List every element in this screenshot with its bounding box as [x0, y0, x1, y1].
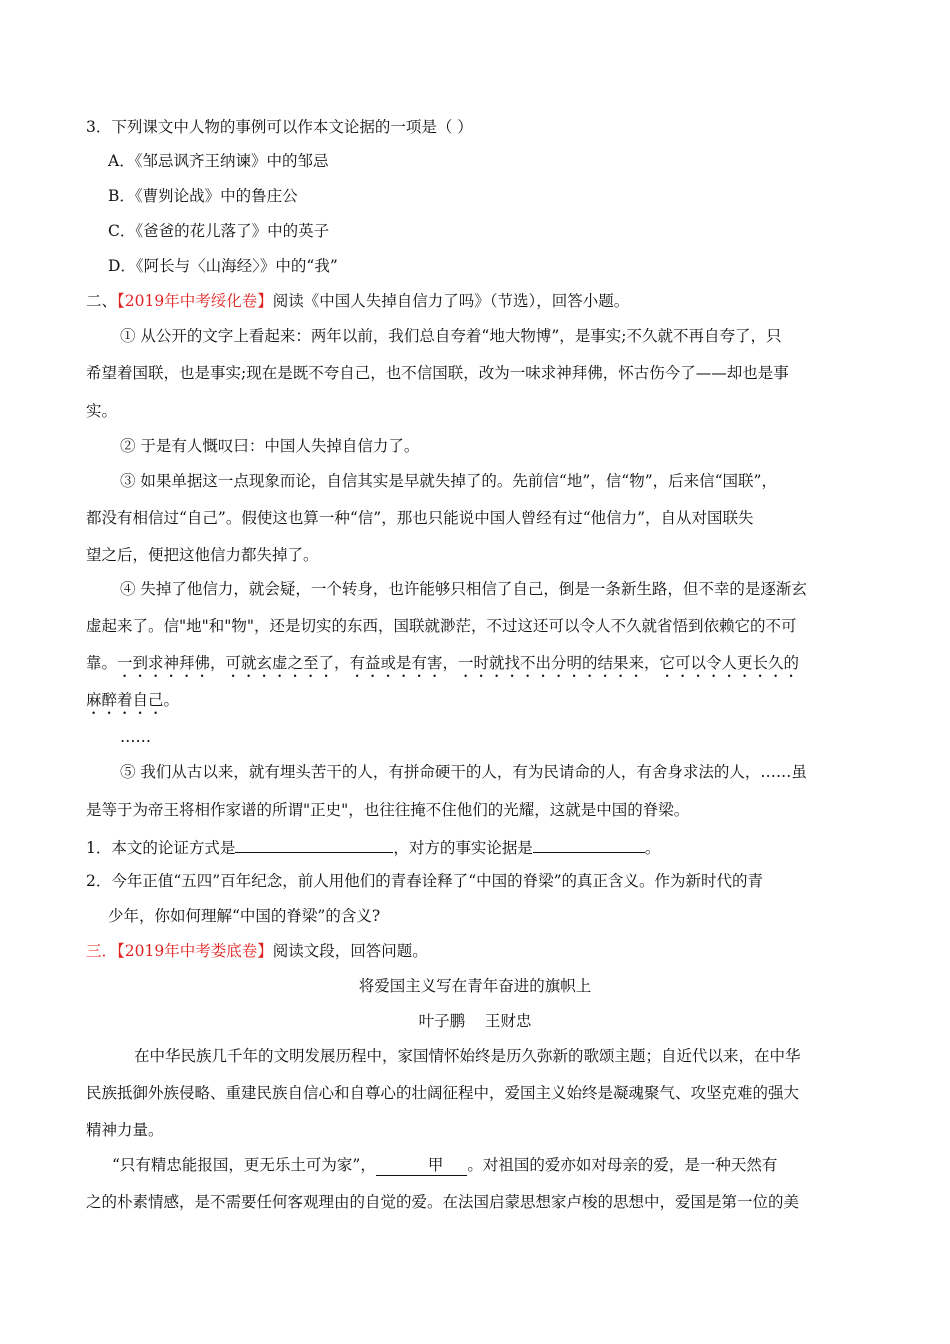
s3-para-2-rest: 。对祖国的爱亦如对母亲的爱，是一种天然有 — [467, 1156, 778, 1174]
article-authors: 叶子鹏 王财忠 — [418, 1012, 532, 1030]
section-3-heading — [86, 941, 866, 961]
section-3-source-tag: 【2019年中考娄底卷】 — [117, 942, 273, 960]
s3-para-1-line-1: 在中华民族几千年的文明发展历程中，家国情怀始终是历久弥新的歌颂主题；自近代以来，在中华 — [134, 1047, 801, 1065]
para-1-line-2: 希望着国联，也是事实;现在是既不夸自己，也不信国联，改为一味求神拜佛，怀古伤今了——却也是事 — [86, 364, 789, 382]
para-4-line-2: 虚起来了。信"地"和"物"，还是切实的东西，国联就渺茫，不过这还可以令人不久就省悟到依赖它的不可 — [86, 617, 797, 635]
s3-para-2-line-1 — [112, 1155, 892, 1176]
section-2-source-tag: 【2019年中考绥化卷】 — [117, 292, 273, 310]
emphasized-sentence-end: 麻醉着自己。 — [86, 691, 180, 709]
question-1-part-c: 。 — [644, 839, 661, 857]
s3-para-1-line-3: 精神力量。 — [86, 1121, 164, 1139]
para-4-line-3-start: 靠。 — [86, 654, 118, 672]
answer-blank-1[interactable] — [235, 836, 393, 853]
para-1-line-1: ① 从公开的文字上看起来：两年以前，我们总自夸着“地大物博”，是事实;不久就不再自夸了，只 — [120, 327, 782, 345]
para-4-line-4 — [86, 690, 866, 718]
s3-para-2-line-2: 之的朴素情感，是不需要任何客观理由的自觉的爱。在法国启蒙思想家卢梭的思想中，爱国是第一位的美 — [86, 1193, 800, 1211]
section-3-instruction: 阅读文段，回答问题。 — [272, 942, 428, 960]
para-1-line-3: 实。 — [86, 402, 118, 420]
option-c: C．《爸爸的花儿落了》中的英子 — [108, 222, 330, 240]
para-3-line-3: 望之后，便把这他信力都失掉了。 — [86, 546, 319, 564]
question-2-line-1: 2．今年正值“五四”百年纪念，前人用他们的青春诠释了“中国的脊梁”的真正含义。作为新时代的青 — [86, 872, 764, 890]
para-4-line-1: ④ 失掉了他信力，就会疑，一个转身，也许能够只相信了自己，倒是一条新生路，但不幸的是逐渐玄 — [120, 580, 807, 598]
emphasized-sentence: 一到求神拜佛，可就玄虚之至了，有益或是有害，一时就找不出分明的结果来，它可以令人更长久的 — [117, 654, 800, 672]
s3-para-2-start: “只有精忠能报国，更无乐土可为家”， — [112, 1156, 376, 1174]
para-3-line-1: ③ 如果单据这一点现象而论，自信其实是早就失掉了的。先前信“地”，信“物”，后来信“国联”， — [120, 472, 777, 490]
para-2: ② 于是有人慨叹曰：中国人失掉自信力了。 — [120, 437, 420, 455]
blank-jia[interactable]: 甲 — [376, 1155, 468, 1176]
option-b: B．《曹刿论战》中的鲁庄公 — [108, 187, 298, 205]
ellipsis: …… — [120, 728, 151, 746]
para-4-line-3 — [86, 653, 866, 681]
article-title: 将爱国主义写在青年奋进的旗帜上 — [358, 977, 592, 995]
option-a: A．《邹忌讽齐王纳谏》中的邹忌 — [108, 152, 329, 170]
answer-blank-2[interactable] — [533, 836, 645, 853]
section-2-prefix: 二、 — [86, 292, 118, 310]
section-3-prefix: 三． — [86, 942, 118, 960]
para-5-line-2: 是等于为帝王将相作家谱的所谓"正史"，也往往掩不住他们的光耀，这就是中国的脊梁。 — [86, 801, 690, 819]
para-5-line-1: ⑤ 我们从古以来，就有埋头苦干的人，有拼命硬干的人，有为民请命的人，有舍身求法的人，……虽 — [120, 763, 807, 781]
question-1 — [86, 836, 866, 858]
section-2-heading — [86, 291, 866, 311]
para-3-line-2: 都没有相信过“自己”。假使这也算一种“信”，那也只能说中国人曾经有过“他信力”，自从对国联失 — [86, 509, 754, 527]
question-2-line-2: 少年，你如何理解“中国的脊梁”的含义? — [108, 907, 381, 925]
section-2-instruction: 阅读《中国人失掉自信力了吗》（节选），回答小题。 — [272, 292, 630, 310]
question-3-stem: 3．下列课文中人物的事例可以作本文论据的一项是（ ） — [86, 118, 473, 136]
s3-para-1-line-2: 民族抵御外族侵略、重建民族自信心和自尊心的壮阔征程中，爱国主义始终是凝魂聚气、攻坚克难的强大 — [86, 1084, 800, 1102]
option-d: D．《阿长与〈山海经〉》中的“我” — [108, 257, 338, 275]
question-1-part-b: ，对方的事实论据是 — [393, 839, 533, 857]
question-1-part-a: 1．本文的论证方式是 — [86, 839, 236, 857]
